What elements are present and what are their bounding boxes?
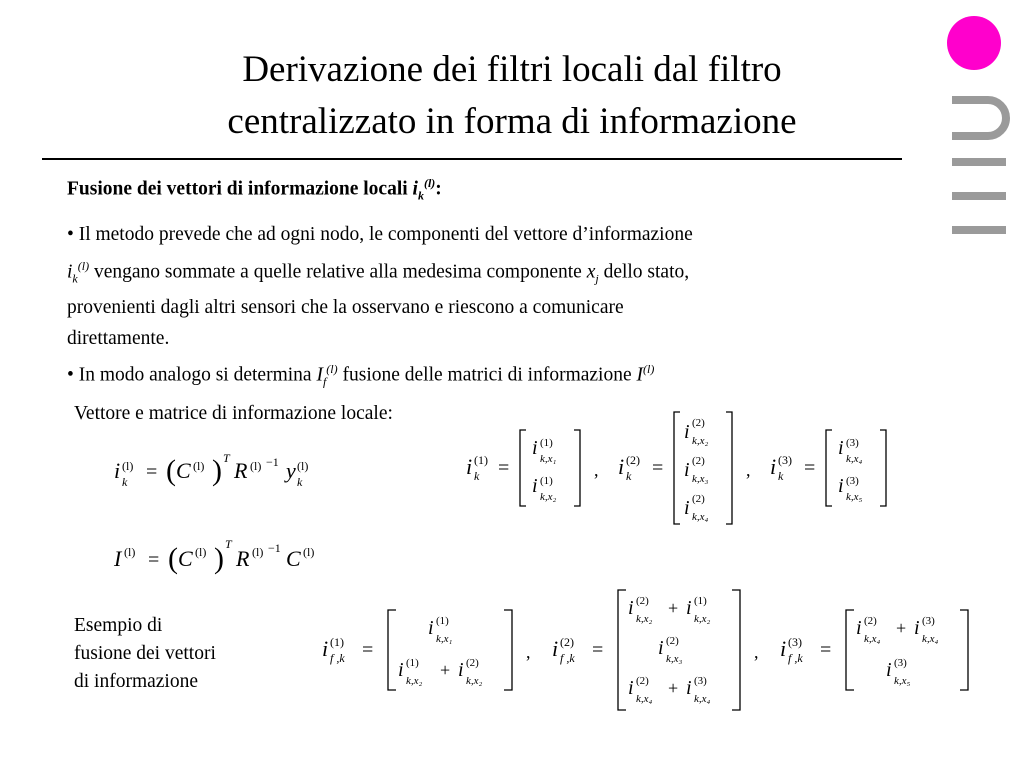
- svg-text:i: i: [322, 636, 329, 661]
- svg-text:(l): (l): [252, 545, 264, 559]
- svg-text:(2): (2): [636, 595, 649, 607]
- section-heading: Fusione dei vettori di informazione locali $i_k^{(l)}$:: [67, 176, 442, 203]
- svg-text:k,x₁: k,x₁: [436, 633, 453, 645]
- svg-text:I: I: [114, 546, 122, 571]
- svg-text:i: i: [686, 597, 692, 619]
- svg-text:+: +: [668, 598, 679, 618]
- svg-text:k,x₂: k,x₂: [540, 491, 557, 503]
- svg-text:(l): (l): [195, 545, 207, 559]
- svg-text:(1): (1): [406, 657, 419, 669]
- svg-text:=: =: [362, 639, 374, 661]
- svg-text:,: ,: [594, 460, 599, 480]
- svg-text:=: =: [820, 639, 832, 661]
- svg-text:(2): (2): [692, 455, 705, 467]
- svg-text:=: =: [804, 457, 816, 479]
- svg-text:(3): (3): [694, 675, 707, 687]
- svg-text:i: i: [838, 475, 844, 497]
- svg-text:+: +: [440, 660, 451, 680]
- svg-text:(l): (l): [297, 459, 309, 473]
- svg-text:(2): (2): [466, 657, 479, 669]
- svg-text:+: +: [896, 618, 907, 638]
- svg-text:f ,k: f ,k: [330, 651, 345, 665]
- svg-text:T: T: [223, 451, 230, 465]
- fusion-example-label: Esempio di fusione dei vettori di informazione: [74, 615, 216, 692]
- svg-text:(1): (1): [540, 475, 553, 487]
- svg-text:k,x₂: k,x₂: [466, 675, 483, 687]
- svg-text:(2): (2): [692, 417, 705, 429]
- svg-text:(l): (l): [303, 545, 315, 559]
- svg-text:(: (: [168, 542, 178, 575]
- svg-text:=: =: [146, 461, 158, 483]
- logo-bar-2: [952, 192, 1006, 200]
- university-logo-icon: [940, 0, 1024, 250]
- svg-text:(3): (3): [846, 475, 859, 487]
- svg-text:k,x₄: k,x₄: [694, 693, 711, 705]
- svg-text:i: i: [658, 637, 664, 659]
- svg-text:(l): (l): [122, 459, 134, 473]
- svg-text:=: =: [652, 457, 664, 479]
- svg-text:k,x₂: k,x₂: [406, 675, 423, 687]
- svg-text:k,x₅: k,x₅: [846, 491, 863, 503]
- svg-text:(l): (l): [250, 459, 262, 473]
- svg-text:(3): (3): [778, 453, 792, 467]
- svg-text:(2): (2): [666, 635, 679, 647]
- svg-text:i: i: [114, 458, 121, 483]
- equation-local-info-matrix: [110, 534, 350, 584]
- svg-text:i: i: [532, 475, 538, 497]
- svg-text:C: C: [176, 458, 191, 483]
- svg-text:(2): (2): [864, 615, 877, 627]
- svg-text:i: i: [684, 497, 690, 519]
- svg-text:(l): (l): [193, 459, 205, 473]
- equation-local-vectors-example: [462, 406, 902, 530]
- svg-text:i: i: [838, 437, 844, 459]
- svg-text:T: T: [225, 537, 232, 551]
- svg-text:(3): (3): [788, 635, 802, 649]
- slide-title: [0, 44, 1024, 148]
- svg-text:=: =: [498, 457, 510, 479]
- equation-fused-vectors-example: [318, 586, 988, 716]
- svg-text:f ,k: f ,k: [788, 651, 803, 665]
- svg-text:i: i: [618, 454, 625, 479]
- svg-text:): ): [214, 542, 224, 575]
- svg-text:i: i: [684, 459, 690, 481]
- svg-text:i: i: [552, 636, 559, 661]
- svg-text:k: k: [297, 475, 303, 489]
- svg-text:k,x₅: k,x₅: [894, 675, 911, 687]
- svg-text:y: y: [286, 458, 296, 483]
- svg-text:k,x₂: k,x₂: [692, 435, 709, 447]
- title-line-1: Derivazione dei filtri locali dal filtro: [242, 49, 782, 90]
- svg-text:k: k: [778, 469, 784, 483]
- title-divider: [42, 158, 902, 160]
- svg-text:k,x₁: k,x₁: [540, 453, 557, 465]
- svg-text:(1): (1): [540, 437, 553, 449]
- title-line-2: centralizzato in forma di informazione: [227, 101, 797, 142]
- svg-text:i: i: [466, 454, 473, 479]
- svg-text:k,x₃: k,x₃: [692, 473, 709, 485]
- svg-text:(2): (2): [560, 635, 574, 649]
- svg-text:k,x₄: k,x₄: [692, 511, 709, 523]
- svg-text:k,x₂: k,x₂: [694, 613, 711, 625]
- svg-text:(3): (3): [846, 437, 859, 449]
- logo-bar-3: [952, 226, 1006, 234]
- svg-text:(2): (2): [692, 493, 705, 505]
- svg-text:i: i: [886, 659, 892, 681]
- svg-text:,: ,: [746, 460, 751, 480]
- svg-text:i: i: [856, 617, 862, 639]
- svg-text:k: k: [474, 469, 480, 483]
- svg-text:k,x₂: k,x₂: [636, 613, 653, 625]
- svg-text:R: R: [236, 546, 250, 571]
- svg-text:i: i: [686, 677, 692, 699]
- svg-text:C: C: [178, 546, 193, 571]
- svg-text:(1): (1): [474, 453, 488, 467]
- svg-text:k,x₄: k,x₄: [636, 693, 653, 705]
- logo-dot: [947, 16, 1001, 70]
- bullet-1: • Il metodo prevede che ad ogni nodo, le componenti del vettore d’informazione $i_k^{(l)}$ vengano sommate a quelle relative alla medesima componente $x_j$ dello stato, provenienti dagli altri sensori che la osservano e riescono a comunicare direttamente.: [67, 224, 693, 349]
- svg-text:i: i: [780, 636, 787, 661]
- svg-text:(1): (1): [694, 595, 707, 607]
- body-text: [67, 220, 897, 397]
- svg-text:(2): (2): [626, 453, 640, 467]
- svg-text:−1: −1: [268, 541, 281, 555]
- logo-bar-1: [952, 158, 1006, 166]
- svg-text:=: =: [592, 639, 604, 661]
- bullet-2: • In modo analogo si determina $I_f^{(l)}$ fusione delle matrici di informazione $I^{(l)}$: [67, 362, 655, 389]
- svg-text:i: i: [532, 437, 538, 459]
- svg-text:k,x₃: k,x₃: [666, 653, 683, 665]
- svg-text:(3): (3): [894, 657, 907, 669]
- svg-text:(3): (3): [922, 615, 935, 627]
- svg-text:+: +: [668, 678, 679, 698]
- svg-text:(: (: [166, 454, 176, 487]
- local-info-label: Vettore e matrice di informazione locale:: [74, 403, 393, 424]
- logo-u-shape: [952, 100, 1006, 136]
- equation-local-info-vector: [110, 446, 350, 496]
- svg-text:k,x₄: k,x₄: [922, 633, 939, 645]
- svg-text:i: i: [398, 659, 404, 681]
- svg-text:k,x₄: k,x₄: [846, 453, 863, 465]
- svg-text:i: i: [628, 597, 634, 619]
- svg-text:k: k: [122, 475, 128, 489]
- svg-text:,: ,: [754, 642, 759, 662]
- svg-text:i: i: [684, 421, 690, 443]
- svg-text:=: =: [148, 549, 160, 571]
- svg-text:): ): [212, 454, 222, 487]
- svg-text:−1: −1: [266, 455, 279, 469]
- svg-text:i: i: [914, 617, 920, 639]
- svg-text:i: i: [628, 677, 634, 699]
- svg-text:i: i: [770, 454, 777, 479]
- svg-text:,: ,: [526, 642, 531, 662]
- svg-text:k: k: [626, 469, 632, 483]
- svg-text:R: R: [234, 458, 248, 483]
- svg-text:C: C: [286, 546, 301, 571]
- svg-text:(2): (2): [636, 675, 649, 687]
- svg-text:i: i: [458, 659, 464, 681]
- svg-text:i: i: [428, 617, 434, 639]
- svg-text:f ,k: f ,k: [560, 651, 575, 665]
- svg-text:(1): (1): [436, 615, 449, 627]
- svg-text:(l): (l): [124, 545, 136, 559]
- svg-text:k,x₄: k,x₄: [864, 633, 881, 645]
- svg-text:(1): (1): [330, 635, 344, 649]
